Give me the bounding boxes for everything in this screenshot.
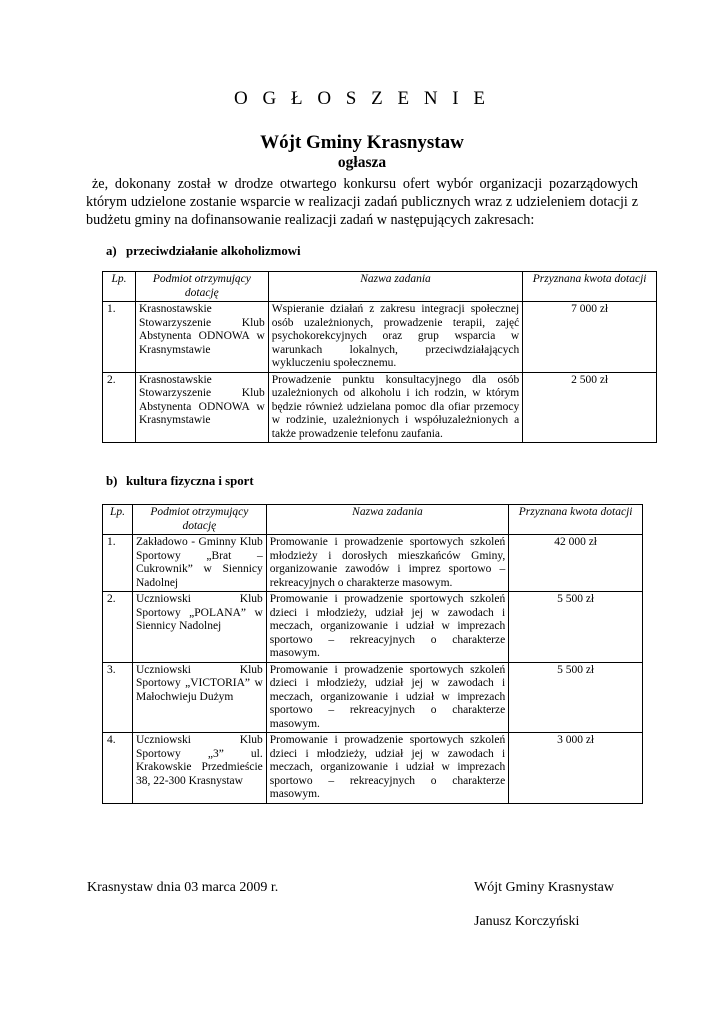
- table-row: [103, 302, 657, 373]
- announces-heading: ogłasza: [337, 154, 387, 171]
- row-lp: 1.: [103, 535, 133, 592]
- header-task: Nazwa zadania: [268, 272, 522, 302]
- section-b-table: [102, 504, 643, 804]
- row-amount: 42 000 zł: [509, 535, 643, 592]
- table-row: [103, 733, 643, 804]
- section-a-table: [102, 271, 657, 443]
- row-amount: 7 000 zł: [523, 302, 657, 373]
- intro-paragraph: [86, 175, 638, 229]
- table-row: [103, 662, 643, 733]
- row-lp: 1.: [103, 302, 136, 373]
- signer-name: Janusz Korczyński: [474, 914, 580, 929]
- header-task: Nazwa zadania: [266, 505, 508, 535]
- row-task: Wspieranie działań z zakresu integracji społecznej osób uzależnionych, prowadzenie terapii, zajęć psychokorekcyjnych oraz grup wsparcia w warunkach lokalnych, przeciwdziałających wykluczeniu społecznemu.: [268, 302, 522, 373]
- signer-title: Wójt Gminy Krasnystaw: [474, 880, 614, 895]
- table-header-row: [103, 272, 657, 302]
- row-entity: Uczniowski Klub Sportowy „3” ul. Krakowskie Przedmieście 38, 22-300 Krasnystaw: [132, 733, 266, 804]
- section-b-letter: b): [106, 474, 118, 488]
- table-row: [103, 592, 643, 663]
- row-amount: 3 000 zł: [509, 733, 643, 804]
- section-b-heading: [106, 474, 254, 489]
- row-lp: 3.: [103, 662, 133, 733]
- row-task: Promowanie i prowadzenie sportowych szkoleń dzieci i młodzieży, udział jej w zawodach i meczach, organizowanie i udział w imprezach sportowo – rekreacyjnych o charakterze masowym.: [266, 592, 508, 663]
- table-header-row: [103, 505, 643, 535]
- row-task: Prowadzenie punktu konsultacyjnego dla osób uzależnionych od alkoholu i ich rodzin, w którym będzie również udzielana pomoc dla ofiar przemocy w rodzinie, uzależnionych i współuzależnionych a także prowadzenie telefonu zaufania.: [268, 372, 522, 443]
- row-lp: 2.: [103, 372, 136, 443]
- row-amount: 5 500 zł: [509, 662, 643, 733]
- section-a-heading: [106, 244, 301, 259]
- row-entity: Uczniowski Klub Sportowy „VICTORIA” w Małochwieju Dużym: [132, 662, 266, 733]
- table-row: [103, 535, 643, 592]
- intro-text: że, dokonany został w drodze otwartego konkursu ofert wybór organizacji pozarządowych którym udzielone zostanie wsparcie w realizacji zadań publicznych wraz z udzieleniem dotacji z budżetu gminy na dofinansowanie realizacji zadań w następujących zakresach:: [86, 176, 638, 228]
- header-entity: Podmiot otrzymujący dotację: [135, 272, 268, 302]
- section-a-letter: a): [106, 244, 117, 258]
- section-a-label: przeciwdziałanie alkoholizmowi: [126, 244, 301, 258]
- table-row: [103, 372, 657, 443]
- header-amount: Przyznana kwota dotacji: [523, 272, 657, 302]
- row-amount: 2 500 zł: [523, 372, 657, 443]
- document-title: O G Ł O S Z E N I E: [234, 88, 490, 109]
- header-amount: Przyznana kwota dotacji: [509, 505, 643, 535]
- row-lp: 4.: [103, 733, 133, 804]
- row-entity: Krasnostawskie Stowarzyszenie Klub Abstynenta ODNOWA w Krasnymstawie: [135, 372, 268, 443]
- row-amount: 5 500 zł: [509, 592, 643, 663]
- row-entity: Uczniowski Klub Sportowy „POLANA” w Siennicy Nadolnej: [132, 592, 266, 663]
- authority-heading: Wójt Gminy Krasnystaw: [260, 132, 464, 153]
- row-task: Promowanie i prowadzenie sportowych szkoleń młodzieży i dorosłych mieszkańców Gminy, organizowanie zawodów i imprez sportowo – rekreacyjnych o charakterze masowym.: [266, 535, 508, 592]
- row-task: Promowanie i prowadzenie sportowych szkoleń dzieci i młodzieży, udział jej w zawodach i meczach, organizowanie i udział w imprezach sportowo – rekreacyjnych o charakterze masowym.: [266, 733, 508, 804]
- header-lp: Lp.: [103, 272, 136, 302]
- row-lp: 2.: [103, 592, 133, 663]
- row-task: Promowanie i prowadzenie sportowych szkoleń dzieci i młodzieży, udział jej w zawodach i meczach, organizowanie i udział w imprezach sportowo – rekreacyjnych o charakterze masowym.: [266, 662, 508, 733]
- row-entity: Zakładowo - Gminny Klub Sportowy „Brat – Cukrownik” w Siennicy Nadolnej: [132, 535, 266, 592]
- row-entity: Krasnostawskie Stowarzyszenie Klub Abstynenta ODNOWA w Krasnymstawie: [135, 302, 268, 373]
- header-lp: Lp.: [103, 505, 133, 535]
- place-date: Krasnystaw dnia 03 marca 2009 r.: [87, 880, 279, 895]
- header-entity: Podmiot otrzymujący dotację: [132, 505, 266, 535]
- section-b-label: kultura fizyczna i sport: [126, 474, 254, 488]
